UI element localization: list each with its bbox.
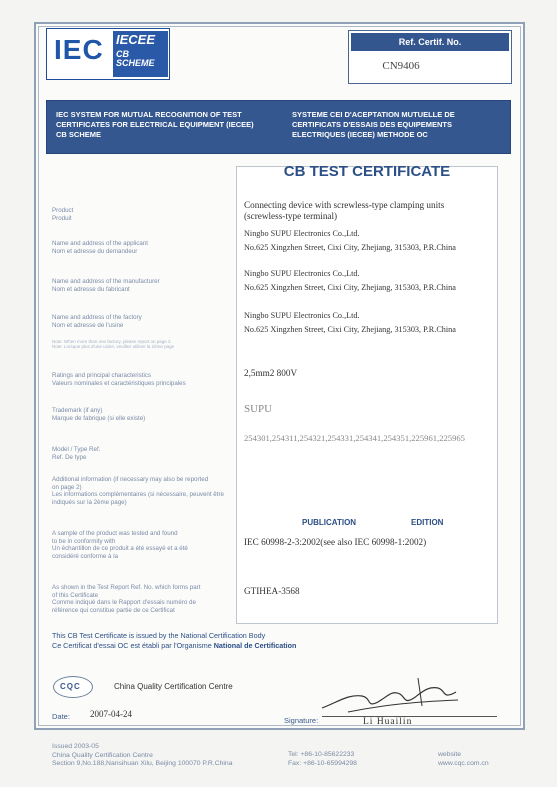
product-label-fr: Produit [52, 214, 72, 222]
additional-label-fr-1: Les informations complémentaires (si nécessaire, peuvent être [52, 491, 224, 499]
trademark-label [52, 407, 232, 422]
iecee-logo-text: IECEE [116, 32, 156, 47]
trademark-value: SUPU [244, 403, 273, 415]
signature-label: Signature: [284, 716, 319, 725]
sample-label [52, 530, 232, 560]
system-title-french: SYSTEME CEI D'ACEPTATION MUTUELLE DE CERTIFICATS D'ESSAIS DES EQUIPEMENTS ELECTRIQUES (IECEE) METHODE OC [292, 110, 455, 139]
iec-logo-text: IEC [54, 34, 104, 65]
applicant-value [244, 228, 494, 253]
product-label [52, 207, 232, 222]
product-value [244, 200, 494, 222]
footer-tel: Tel: +86-10-85622233 [288, 751, 355, 758]
model-label [52, 446, 232, 461]
report-number-value: GTIHEA-3568 [244, 586, 300, 596]
ref-certificate-number: CN9406 [382, 60, 420, 72]
sample-label-fr-1: Un échantillon de ce produit a été essayé et a été [52, 545, 188, 553]
report-label-fr-2: référence qui constitue partie de ce Certificat [52, 606, 175, 614]
iecee-scheme-text: SCHEME [116, 58, 155, 68]
factory-note [52, 339, 232, 350]
footer-web-label: website [438, 751, 462, 758]
issued-by-fr-bold: National de Certification [213, 641, 297, 650]
footer-web-url: www.cqc.com.cn [438, 759, 489, 767]
model-label-fr: Ref. De type [52, 453, 87, 461]
manufacturer-name: Ningbo SUPU Electronics Co.,Ltd. [244, 269, 360, 278]
manufacturer-address: No.625 Xingzhen Street, Cixi City, Zhejiang, 315303, P.R.China [244, 283, 456, 292]
date-value: 2007-04-24 [90, 709, 132, 719]
report-label [52, 584, 232, 614]
sample-label-en-2: to be in conformity with [52, 537, 116, 545]
applicant-label [52, 240, 232, 255]
additional-info-label [52, 476, 232, 506]
trademark-label-en: Trademark (if any) [52, 407, 103, 414]
manufacturer-label-fr: Nom et adresse du fabricant [52, 285, 130, 293]
footer-org: China Quality Certification Centre [52, 751, 153, 759]
signatory-name: Li Huailin [363, 717, 413, 727]
ratings-value: 2,5mm2 800V [244, 368, 298, 378]
iecee-cb-scheme [116, 50, 155, 68]
sample-label-en-1: A sample of the product was tested and found [52, 530, 178, 537]
footer-issued: Issued 2003-05 [52, 743, 99, 750]
issued-by-fr-prefix: Ce Certificat d'essai OC est établi par l'Organisme [52, 641, 214, 650]
handwritten-signature [318, 672, 468, 718]
footer-fax: Fax: +86-10-65994298 [288, 759, 357, 767]
applicant-label-en: Name and address of the applicant [52, 240, 148, 247]
publication-heading: PUBLICATION [302, 518, 357, 527]
system-title-english: IEC SYSTEM FOR MUTUAL RECOGNITION OF TEST CERTIFICATES FOR ELECTRICAL EQUIPMENT (IECEE) CB SCHEME [56, 110, 254, 139]
factory-label-fr: Nom et adresse de l'usine [52, 321, 124, 329]
manufacturer-label-en: Name and address of the manufacturer [52, 278, 160, 285]
ratings-label-en: Ratings and principal characteristics [52, 372, 152, 379]
footer-contact [288, 751, 357, 768]
footer-left [52, 743, 233, 769]
ratings-label-fr: Valeurs nominales et caractéristiques principales [52, 379, 186, 387]
ratings-label [52, 372, 232, 387]
footer-address: Section 9,No.188,Nansihuan Xilu, Beijing 100070 P.R.China [52, 760, 233, 767]
sample-label-fr-2: considéré conforme à la [52, 552, 119, 560]
date-label: Date: [52, 712, 70, 721]
cqc-logo-text: CQC [60, 682, 81, 691]
report-label-en-1: As shown in the Test Report Ref. No. which forms part [52, 584, 201, 591]
additional-label-en-1: Additional information (if necessary may also be reported [52, 476, 209, 483]
iecee-cb-text: CB [116, 49, 129, 59]
factory-note-fr: Note: Lorsque plus d'une usine, veuillez utiliser la 2ème page [52, 344, 175, 350]
factory-address: No.625 Xingzhen Street, Cixi City, Zhejiang, 315303, P.R.China [244, 325, 456, 334]
certificate-title: CB TEST CERTIFICATE [283, 163, 451, 180]
product-value-line1: Connecting device with screwless-type clamping units [244, 200, 445, 210]
additional-label-fr-2: indiqués sur la 2ème page) [52, 498, 127, 506]
factory-value [244, 310, 494, 335]
factory-label-en: Name and address of the factory [52, 314, 142, 321]
issued-by-en: This CB Test Certificate is issued by the National Certification Body [52, 631, 266, 640]
product-value-line2: (screwless-type terminal) [244, 211, 338, 221]
certification-body-name: China Quality Certification Centre [114, 682, 233, 691]
model-value: 254301,254311,254321,254331,254341,254351,225961,225965 [244, 433, 465, 443]
manufacturer-label [52, 278, 232, 293]
sample-standard-value: IEC 60998-2-3:2002(see also IEC 60998-1:2002) [244, 537, 427, 547]
factory-name: Ningbo SUPU Electronics Co.,Ltd. [244, 311, 360, 320]
model-label-en: Model / Type Ref. [52, 446, 101, 453]
report-label-fr-1: Comme indiqué dans le Rapport d'essais numéro de [52, 599, 196, 607]
trademark-label-fr: Marque de fabrique (si elle existe) [52, 414, 146, 422]
edition-heading: EDITION [411, 518, 444, 527]
footer-web [438, 751, 489, 768]
factory-label [52, 314, 232, 329]
additional-label-en-2: on page 2) [52, 483, 82, 491]
manufacturer-value [244, 268, 494, 293]
issued-by-statement [52, 631, 512, 651]
report-label-en-2: of this Certificate [52, 591, 99, 599]
applicant-label-fr: Nom et adresse du demandeur [52, 247, 138, 255]
applicant-name: Ningbo SUPU Electronics Co.,Ltd. [244, 229, 360, 238]
issued-by-fr [52, 641, 512, 651]
factory-note-en: Note: When more than one factory, please report on page 2 [52, 339, 171, 344]
ref-certificate-title: Ref. Certif. No. [351, 33, 509, 51]
applicant-address: No.625 Xingzhen Street, Cixi City, Zhejiang, 315303, P.R.China [244, 243, 456, 252]
product-label-en: Product [52, 207, 74, 214]
